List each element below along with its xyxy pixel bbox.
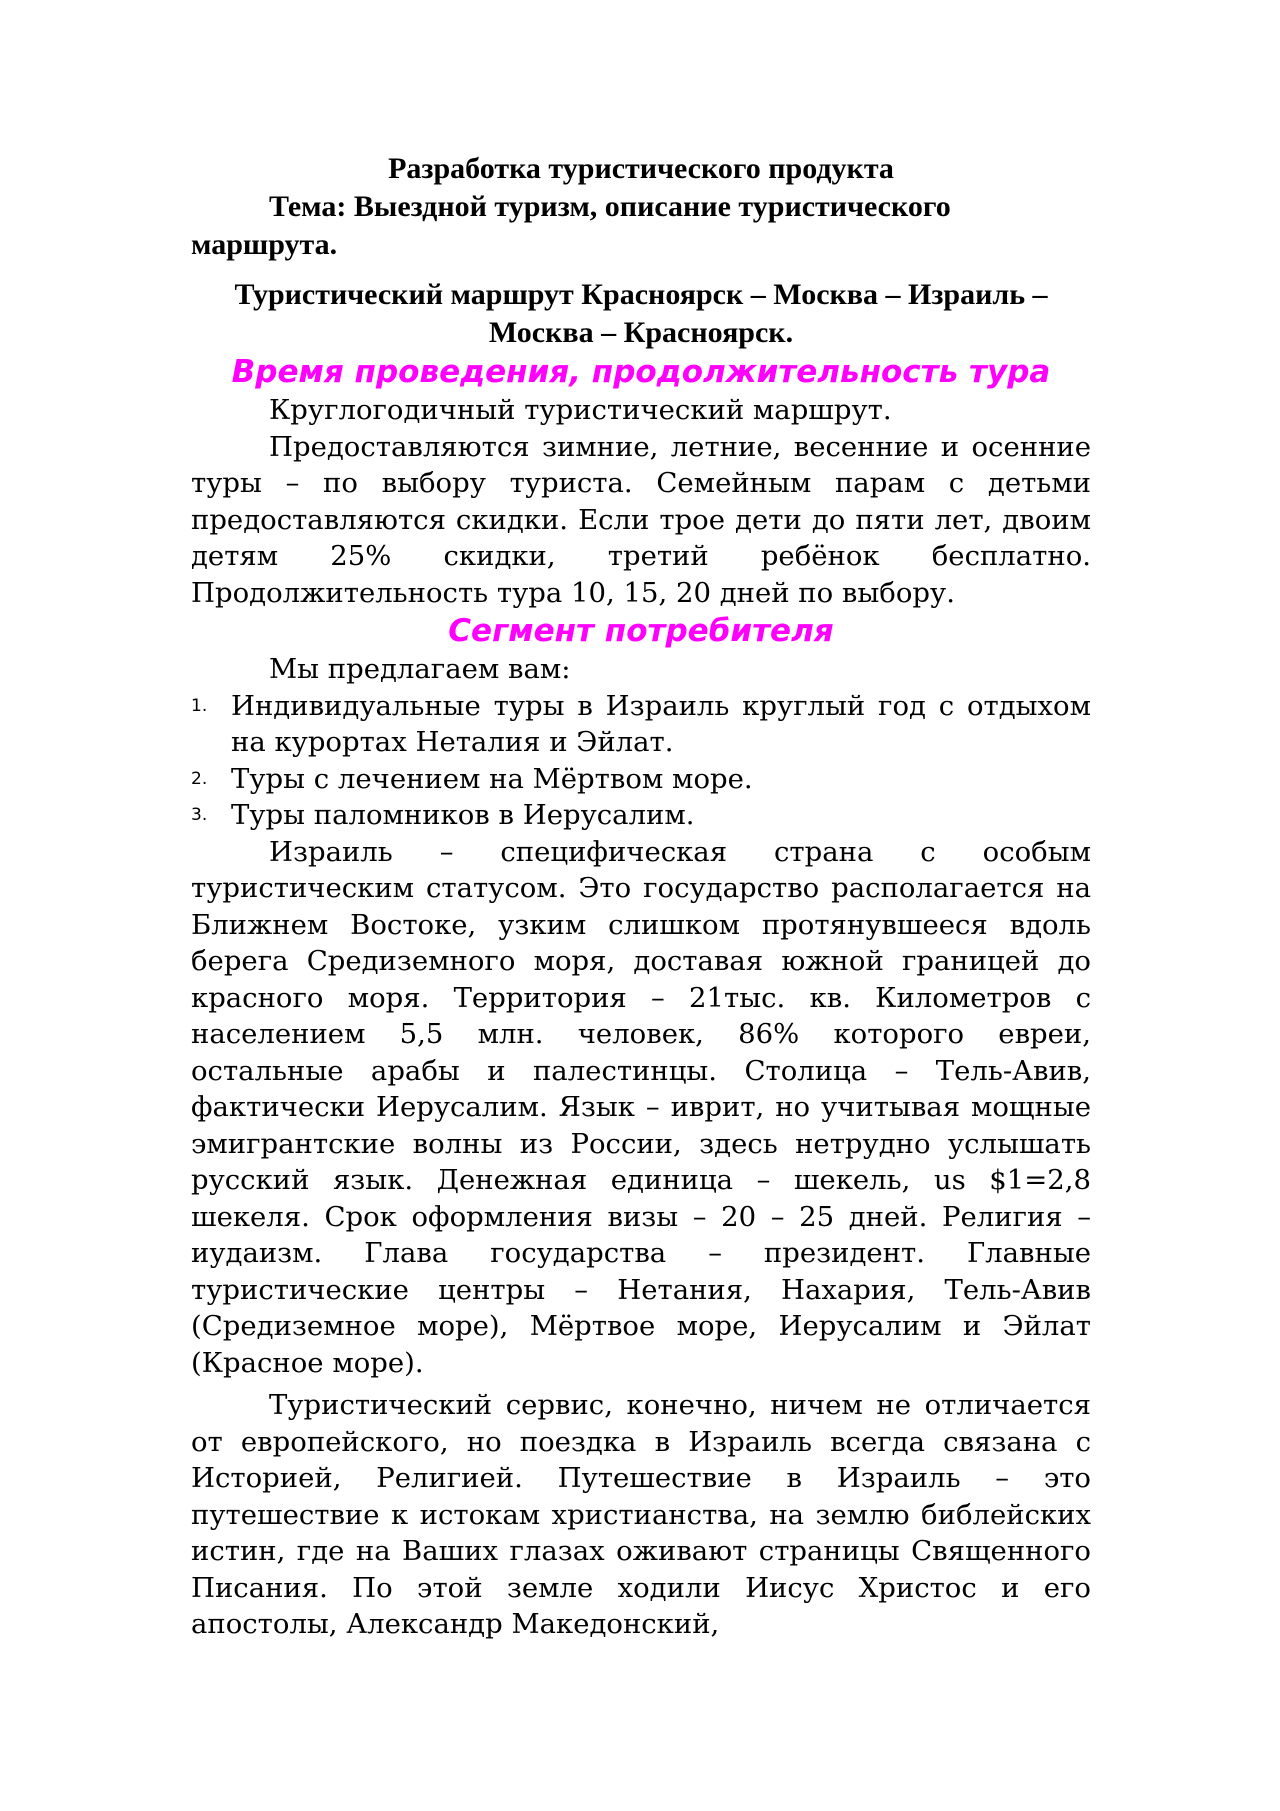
- list-item-text: Индивидуальные туры в Израиль круглый год с отдыхом на курортах Неталия и Эйлат.: [231, 689, 1091, 758]
- route-title: Туристический маршрут Красноярск – Москва – Израиль – Москва – Красноярск.: [234, 278, 1048, 349]
- document-topic: Тема: Выездной туризм, описание туристического маршрута.: [191, 190, 951, 261]
- list-item: [191, 761, 1091, 798]
- list-item: [191, 797, 1091, 834]
- list-item-text: Туры паломников в Иерусалим.: [231, 799, 695, 831]
- list-item-text: Туры с лечением на Мёртвом море.: [231, 762, 753, 795]
- paragraph-tour-options: Предоставляются зимние, летние, весенние и осенние туры – по выбору туриста. Семейным парам с детьми предоставляются скидки. Если трое дети до пяти лет, двоим детям 25% скидки, третий ребёнок бесплатно. Продолжительность тура 10, 15, 20 дней по выбору.: [191, 430, 1091, 609]
- paragraph-tourist-service: Туристический сервис, конечно, ничем не отличается от европейского, но поездка в Израиль всегда связана с Историей, Религией. Путешествие в Израиль – это путешествие к истокам христианства, на землю библейских истин, где на Ваших глазах оживают страницы Священного Писания. По этой земле ходили Иисус Христос и его апостолы, Александр Македонский,: [191, 1389, 1091, 1640]
- paragraph-year-round: Круглогодичный туристический маршрут.: [269, 394, 892, 426]
- list-number: 3.: [191, 805, 208, 825]
- offers-intro: Мы предлагаем вам:: [269, 653, 571, 685]
- section-heading-segment: Сегмент потребителя: [448, 613, 834, 649]
- section-heading-duration: Время проведения, продолжительность тура: [231, 354, 1051, 390]
- paragraph-israel-overview: Израиль – специфическая страна с особым туристическим статусом. Это государство располагается на Ближнем Востоке, узким слишком протянувшееся вдоль берега Средиземного моря, доставая южной границей до красного моря. Территория – 21тыс. кв. Километров с населением 5,5 млн. человек, 86% которого евреи, остальные арабы и палестинцы. Столица – Тель-Авив, фактически Иерусалим. Язык – иврит, но учитывая мощные эмигрантские волны из России, здесь нетрудно услышать русский язык. Денежная единица – шекель, us $1=2,8 шекеля. Срок оформления визы – 20 – 25 дней. Религия – иудаизм. Глава государства – президент. Главные туристические центры – Нетания, Нахария, Тель-Авив (Средиземное море), Мёртвое море, Иерусалим и Эйлат (Красное море).: [191, 835, 1091, 1379]
- list-number: 1.: [191, 695, 208, 716]
- document-page: [191, 150, 1091, 1643]
- list-number: 2.: [191, 768, 208, 789]
- document-title: Разработка туристического продукта: [388, 152, 894, 185]
- offers-list: [191, 688, 1091, 834]
- list-item: [191, 688, 1091, 761]
